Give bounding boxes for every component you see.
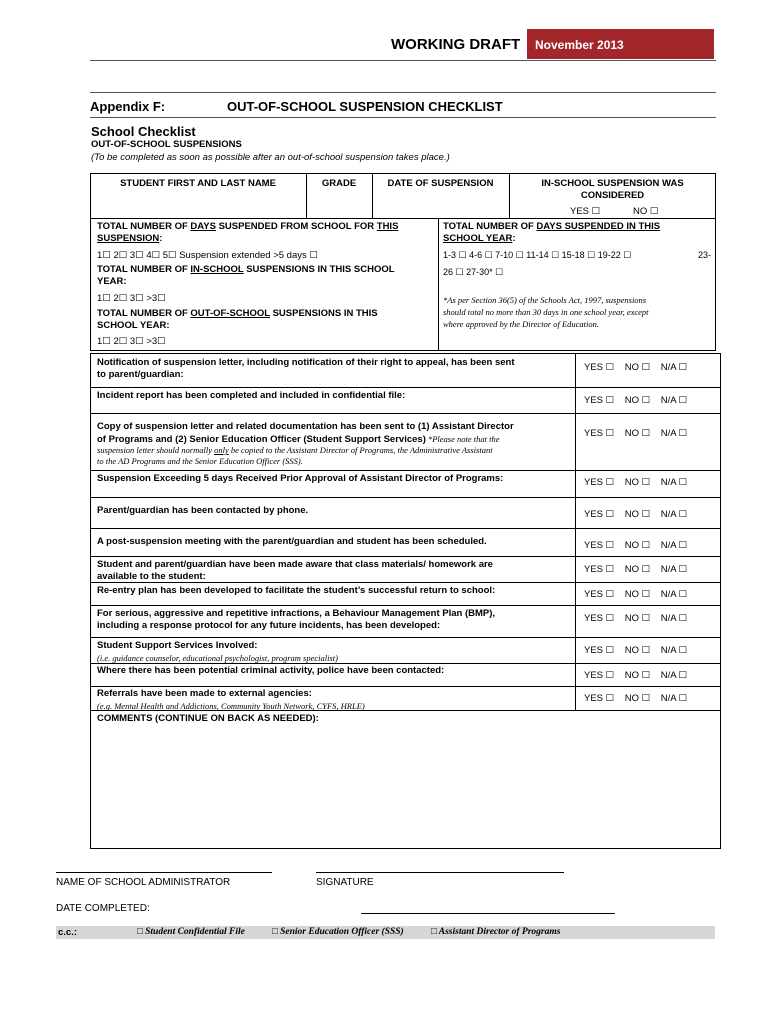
checklist-item-police: Where there has been potential criminal activity, police have been contacted: <box>97 665 445 676</box>
notification-answer[interactable]: YES ☐ NO ☐ N/A ☐ <box>584 362 688 373</box>
admin-name-label: NAME OF SCHOOL ADMINISTRATOR <box>56 877 231 888</box>
checklist-item-incident-report: Incident report has been completed and included in confidential file: <box>97 390 406 401</box>
page-title: OUT-OF-SCHOOL SUSPENSION CHECKLIST <box>227 99 503 114</box>
incident-report-answer[interactable]: YES ☐ NO ☐ N/A ☐ <box>584 395 688 406</box>
appendix-label: Appendix F: <box>90 99 166 114</box>
draft-title: WORKING DRAFT <box>391 36 521 53</box>
in-school-count-question: TOTAL NUMBER OF IN-SCHOOL SUSPENSIONS IN THIS SCHOOL YEAR: <box>97 264 395 287</box>
grade-header: GRADE <box>321 178 357 189</box>
days-suspended-options[interactable]: 1☐ 2☐ 3☐ 4☐ 5☐ Suspension extended >5 days ☐ <box>97 250 318 261</box>
row-divider <box>90 556 721 557</box>
days-suspended-question: TOTAL NUMBER OF DAYS SUSPENDED FROM SCHOOL FOR THIS SUSPENSION: <box>97 221 399 244</box>
schools-act-note: *As per Section 36(5) of the Schools Act, 1997, suspensions should total no more than 30 days in one school year, except where approved by the Director of Education. <box>443 295 649 329</box>
year-days-options-2[interactable]: 26 ☐ 27-30* ☐ <box>443 267 504 277</box>
school-checklist-subtitle: OUT-OF-SCHOOL SUSPENSIONS <box>91 139 242 150</box>
referrals-answer[interactable]: YES ☐ NO ☐ N/A ☐ <box>584 693 688 704</box>
checklist-item-copy-letter: Copy of suspension letter and related documentation has been sent to (1) Assistant Director of Programs and (2) Senior Education Officer (Student Support Services) *Please note that the suspension letter should normally only be copied to the Assistant Director of Programs, the Administrative Assistant to the AD Programs and the Senior Education Officer (SSS). <box>97 421 514 466</box>
class-materials-answer[interactable]: YES ☐ NO ☐ N/A ☐ <box>584 564 688 575</box>
approval-answer[interactable]: YES ☐ NO ☐ N/A ☐ <box>584 477 688 488</box>
student-name-header: STUDENT FIRST AND LAST NAME <box>120 178 276 189</box>
header-rule <box>90 60 716 61</box>
answer-col-divider <box>575 353 576 710</box>
row-divider <box>90 686 721 687</box>
date-completed-label: DATE COMPLETED: <box>56 903 150 914</box>
cc-assistant-director[interactable]: □ Assistant Director of Programs <box>431 927 561 937</box>
checklist-item-notification: Notification of suspension letter, including notification of their right to appeal, has been sent to parent/guardian: <box>97 357 515 380</box>
comments-area[interactable] <box>92 728 719 847</box>
bmp-answer[interactable]: YES ☐ NO ☐ N/A ☐ <box>584 613 688 624</box>
col-divider <box>438 218 439 351</box>
police-answer[interactable]: YES ☐ NO ☐ N/A ☐ <box>584 670 688 681</box>
in-school-header: IN-SCHOOL SUSPENSION WAS <box>541 178 684 189</box>
year-days-question: TOTAL NUMBER OF DAYS SUSPENDED IN THIS SCHOOL YEAR: <box>443 221 661 244</box>
meeting-answer[interactable]: YES ☐ NO ☐ N/A ☐ <box>584 540 688 551</box>
comments-label: COMMENTS (CONTINUE ON BACK AS NEEDED): <box>97 713 319 724</box>
cc-label: c.c.: <box>58 927 78 938</box>
cc-student-file[interactable]: □ Student Confidential File <box>137 927 245 937</box>
in-school-count-options[interactable]: 1☐ 2☐ 3☐ >3☐ <box>97 293 166 304</box>
checklist-item-referrals: Referrals have been made to external agencies: (e.g. Mental Health and Addictions, Community Youth Network, CYFS, HRLE) <box>97 688 365 711</box>
row-divider <box>90 497 721 498</box>
draft-date-badge: November 2013 <box>527 29 714 59</box>
row-divider <box>90 470 721 471</box>
phone-contact-answer[interactable]: YES ☐ NO ☐ N/A ☐ <box>584 509 688 520</box>
reentry-plan-answer[interactable]: YES ☐ NO ☐ N/A ☐ <box>584 589 688 600</box>
row-divider <box>90 605 721 606</box>
out-of-school-count-question: TOTAL NUMBER OF OUT-OF-SCHOOL SUSPENSIONS IN THIS SCHOOL YEAR: <box>97 308 378 331</box>
date-completed-line[interactable] <box>361 913 615 914</box>
section-rule <box>90 92 716 93</box>
checklist-item-reentry-plan: Re-entry plan has been developed to facilitate the student’s successful return to school: <box>97 585 496 596</box>
row-divider <box>90 387 721 388</box>
in-school-no-checkbox[interactable]: NO ☐ <box>633 206 659 217</box>
checklist-item-phone-contact: Parent/guardian has been contacted by phone. <box>97 505 309 516</box>
signature-line[interactable] <box>316 872 564 873</box>
admin-name-line[interactable] <box>56 872 272 873</box>
row-divider <box>90 413 721 414</box>
in-school-yes-checkbox[interactable]: YES ☐ <box>570 206 601 217</box>
checklist-item-bmp: For serious, aggressive and repetitive infractions, a Behaviour Management Plan (BMP), including a response protocol for any future incidents, has been developed: <box>97 608 496 631</box>
year-days-options[interactable]: 1-3 ☐ 4-6 ☐ 7-10 ☐ 11-14 ☐ 15-18 ☐ 19-22 ☐ <box>443 250 632 260</box>
section-rule-bottom <box>90 117 716 118</box>
row-divider <box>90 218 716 219</box>
row-divider <box>90 637 721 638</box>
cc-senior-officer[interactable]: □ Senior Education Officer (SSS) <box>272 927 404 937</box>
signature-label: SIGNATURE <box>316 877 374 888</box>
copy-letter-answer[interactable]: YES ☐ NO ☐ N/A ☐ <box>584 428 688 439</box>
checklist-item-meeting: A post-suspension meeting with the parent/guardian and student has been scheduled. <box>97 536 487 547</box>
out-of-school-count-options[interactable]: 1☐ 2☐ 3☐ >3☐ <box>97 336 166 347</box>
checklist-item-class-materials: Student and parent/guardian have been made aware that class materials/ homework are available to the student: <box>97 559 493 582</box>
date-header: DATE OF SUSPENSION <box>387 178 494 189</box>
checklist-item-support-services: Student Support Services Involved: (i.e. guidance counselor, educational psychologist, program specialist) <box>97 640 338 663</box>
school-checklist-note: (To be completed as soon as possible after an out-of-school suspension takes place.) <box>91 152 450 163</box>
year-days-options-end[interactable]: 23- <box>698 250 712 260</box>
in-school-header-2: CONSIDERED <box>580 190 645 201</box>
school-checklist-title: School Checklist <box>91 124 196 139</box>
support-services-answer[interactable]: YES ☐ NO ☐ N/A ☐ <box>584 645 688 656</box>
checklist-item-approval: Suspension Exceeding 5 days Received Prior Approval of Assistant Director of Programs: <box>97 473 504 484</box>
row-divider <box>90 528 721 529</box>
